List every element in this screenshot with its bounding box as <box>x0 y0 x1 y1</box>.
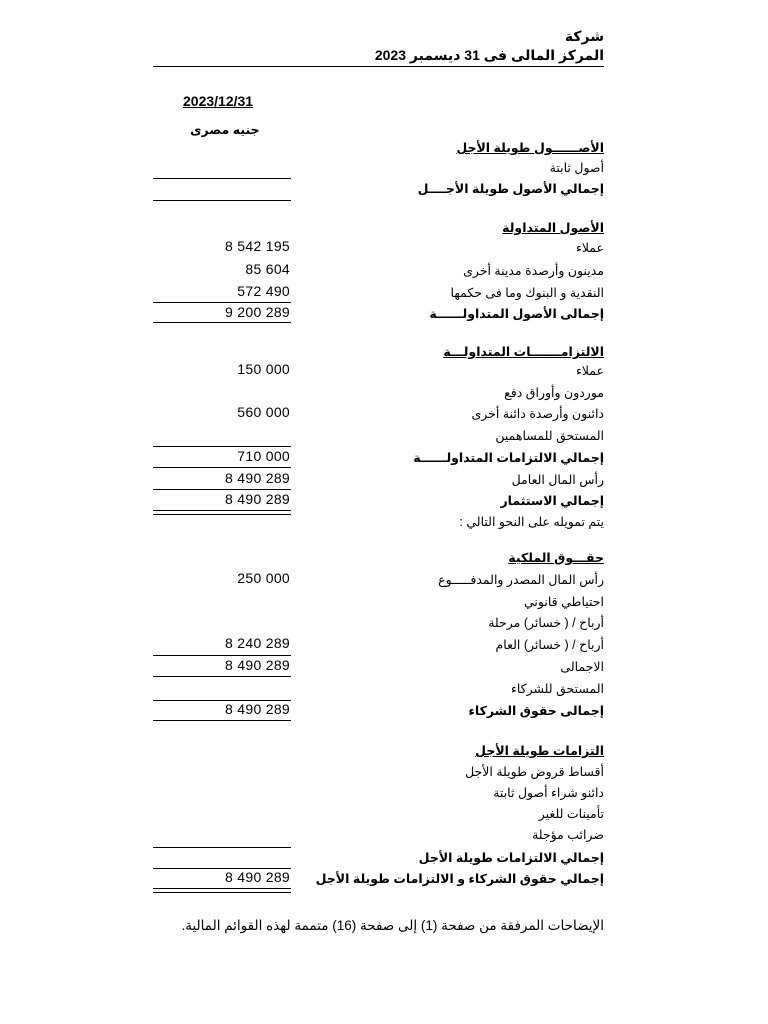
current-assets-row-value: 8 542 195 <box>225 238 290 254</box>
investment-total-value: 8 490 289 <box>225 491 290 507</box>
rule <box>153 446 291 447</box>
current-assets-total-value: 9 200 289 <box>225 304 290 320</box>
long-term-assets-total-label: إجمالي الأصول طويلة الأجــــل <box>417 182 604 196</box>
long-term-liabilities-heading: التزامات طويلة الأجل <box>475 744 604 758</box>
partners-due-label: المستحق للشركاء <box>510 682 604 696</box>
current-liabilities-row-label: المستحق للمساهمين <box>495 429 604 443</box>
rule <box>153 200 291 201</box>
fixed-assets-label: أصول ثابتة <box>549 161 604 175</box>
company-name: شركة <box>564 28 604 44</box>
rule <box>153 676 291 677</box>
rule <box>153 322 291 323</box>
current-liabilities-row-label: عملاء <box>575 364 604 378</box>
current-liabilities-row-label: دائنون وأرصدة دائنة أخرى <box>471 407 604 421</box>
equity-subtotal-value: 8 490 289 <box>225 657 290 673</box>
long-term-assets-heading: الأصــــــول طويلة الأجل <box>456 141 604 155</box>
current-liabilities-row-label: موردون وأوراق دفع <box>504 386 604 400</box>
equity-total-value: 8 490 289 <box>225 701 290 717</box>
current-assets-total-label: إجمالى الأصول المتداولــــــة <box>429 307 604 321</box>
rule <box>153 467 291 468</box>
current-assets-row-value: 572 490 <box>237 283 290 299</box>
rule <box>153 655 291 656</box>
equity-subtotal-label: الاجمالى <box>560 660 604 674</box>
current-liabilities-row-value: 560 000 <box>237 404 290 420</box>
long-term-liabilities-row-label: ضرائب مؤجلة <box>532 828 604 842</box>
current-liabilities-total-label: إجمالي الالتزامات المتداولــــــة <box>413 451 604 465</box>
current-assets-heading: الأصول المتداولة <box>502 221 604 235</box>
working-capital-label: رأس المال العامل <box>511 473 604 487</box>
long-term-liabilities-row-label: تأمينات للغير <box>538 807 604 821</box>
footnote: الإيضاحات المرفقة من صفحة (1) إلى صفحة (16) متممة لهذه القوائم المالية. <box>181 918 604 933</box>
rule <box>153 302 291 303</box>
working-capital-value: 8 490 289 <box>225 470 290 486</box>
current-liabilities-total-value: 710 000 <box>237 448 290 464</box>
equity-row-label: احتياطي قانوني <box>523 595 604 609</box>
long-term-liabilities-total-label: إجمالي الالتزامات طويلة الأجل <box>418 851 604 865</box>
current-assets-row-label: مدينون وأرصدة مدينة أخرى <box>463 264 604 278</box>
equity-row-value: 250 000 <box>237 570 290 586</box>
current-assets-row-label: النقدية و البنوك وما فى حكمها <box>450 286 604 300</box>
rule <box>153 847 291 848</box>
equity-heading: حقـــوق الملكية <box>508 551 604 565</box>
title-rule <box>153 66 604 67</box>
investment-total-label: إجمالي الاستثمار <box>500 494 604 508</box>
equity-total-label: إجمالى حقوق الشركاء <box>468 704 604 718</box>
equity-row-label: أرباح / ( خسائر) العام <box>495 638 604 652</box>
current-liabilities-row-value: 150 000 <box>237 361 290 377</box>
double-rule <box>153 888 291 893</box>
current-liabilities-heading: الالتزامـــــــات المتداولـــة <box>443 345 604 359</box>
rule <box>153 178 291 179</box>
grand-total-value: 8 490 289 <box>225 869 290 885</box>
equity-row-value: 8 240 289 <box>225 635 290 651</box>
double-rule <box>153 510 291 515</box>
financed-note: يتم تمويله على النحو التالي : <box>459 515 604 529</box>
statement-title: المركز المالى فى 31 ديسمبر 2023 <box>374 47 604 63</box>
long-term-liabilities-row-label: أقساط قروض طويلة الأجل <box>465 765 604 779</box>
equity-row-label: رأس المال المصدر والمدفـــــوع <box>438 573 604 587</box>
statement-date: 2023/12/31 <box>183 93 254 109</box>
currency-label: جنيه مصرى <box>190 123 260 137</box>
rule <box>153 720 291 721</box>
rule <box>153 489 291 490</box>
long-term-liabilities-row-label: دائنو شراء أصول ثابتة <box>493 786 604 800</box>
grand-total-label: إجمالي حقوق الشركاء و الالتزامات طويلة الأجل <box>315 872 604 886</box>
current-assets-row-value: 85 604 <box>245 261 290 277</box>
equity-row-label: أرباح / ( خسائر) مرحلة <box>488 616 604 630</box>
current-assets-row-label: عملاء <box>575 241 604 255</box>
